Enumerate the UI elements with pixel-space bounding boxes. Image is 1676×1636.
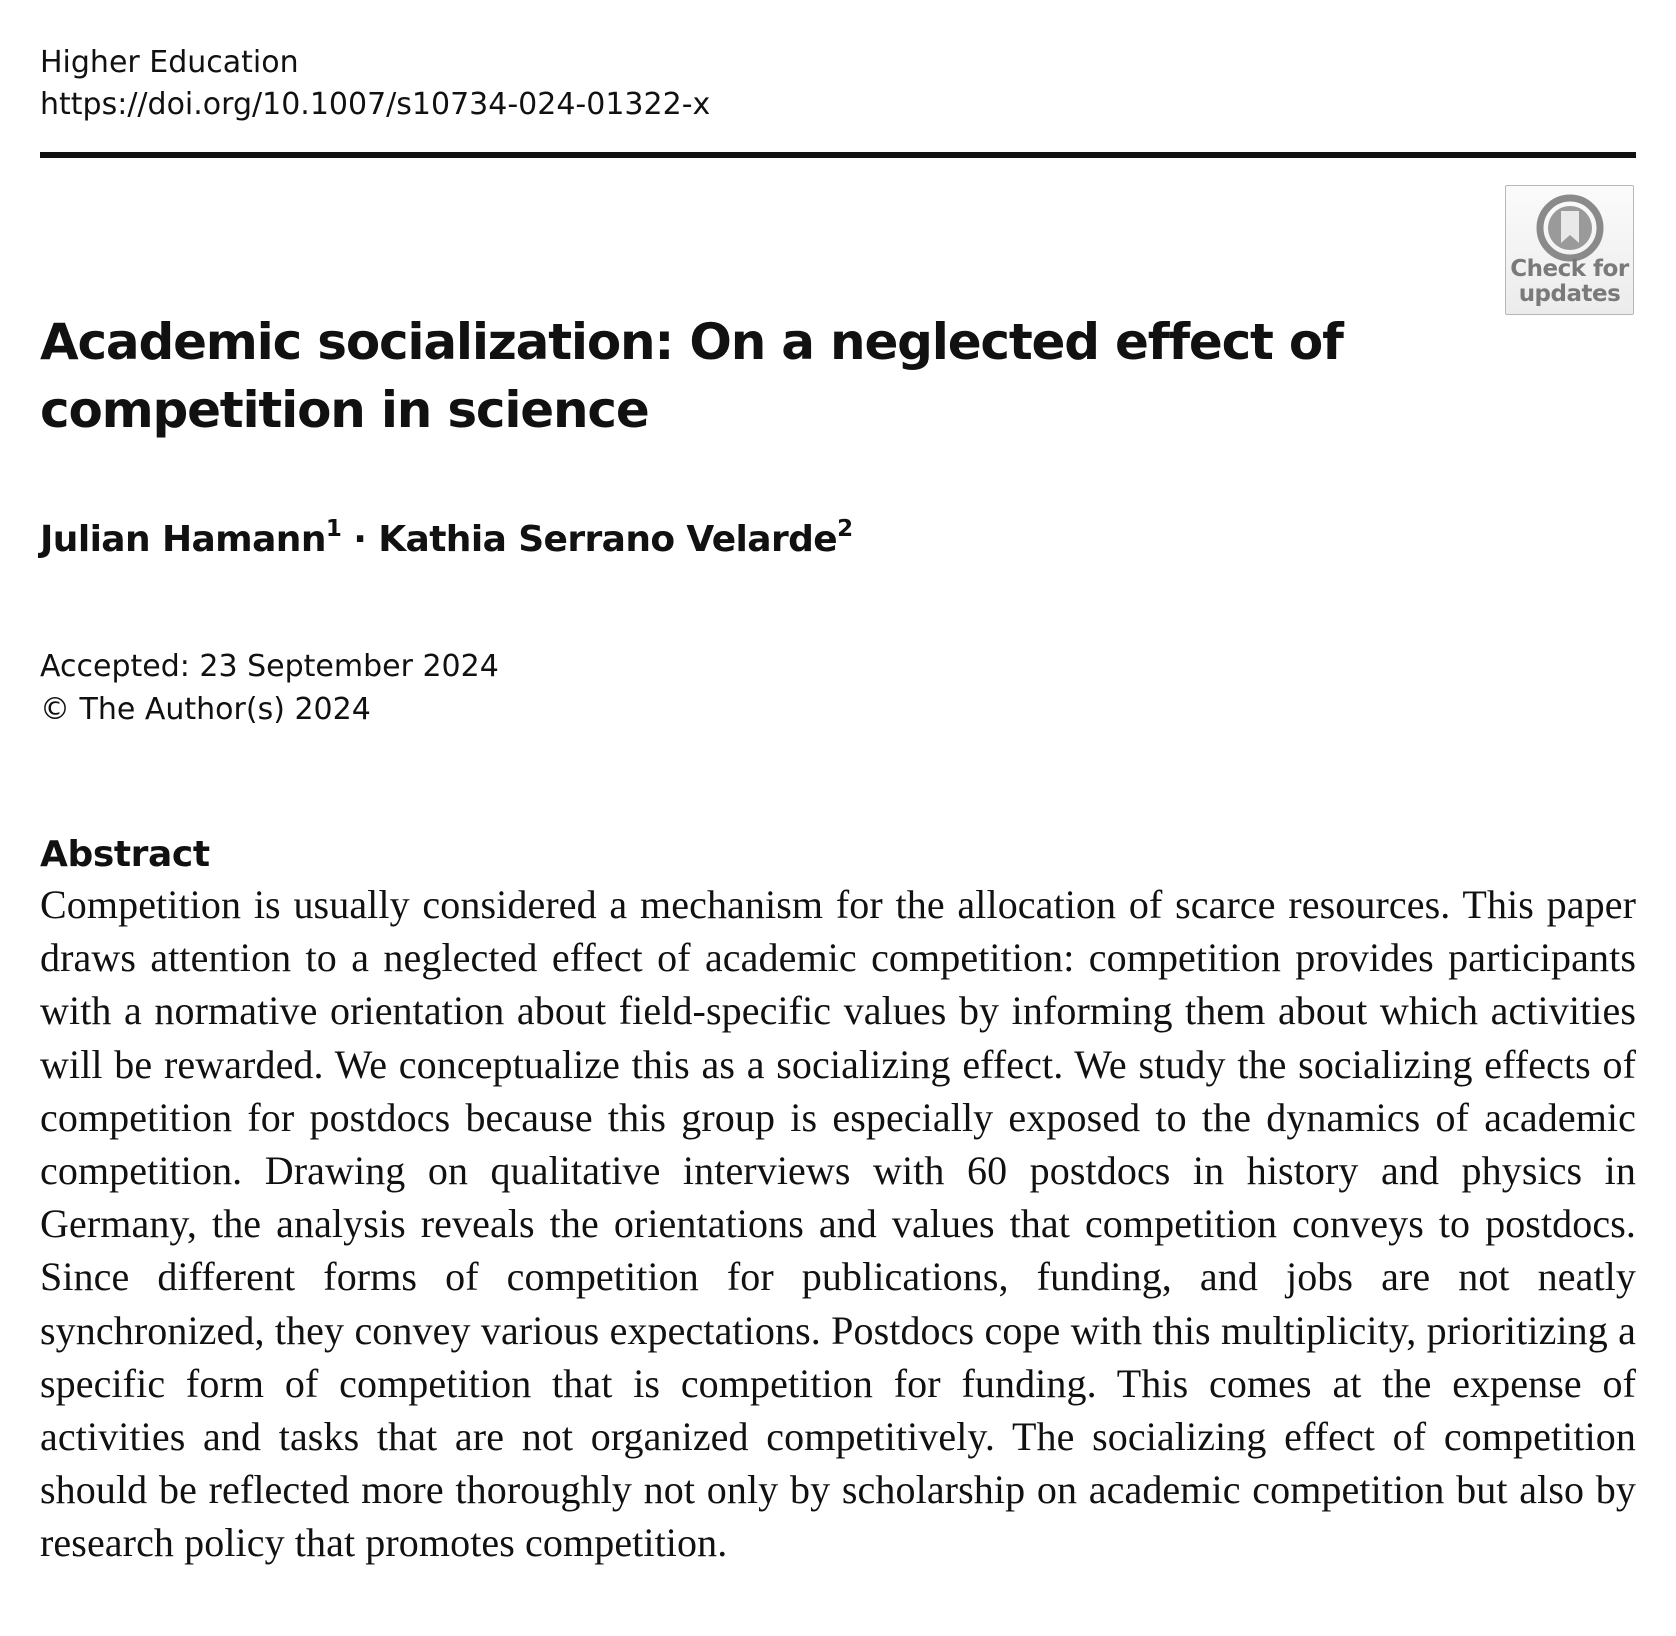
check-for-updates-icon: [1535, 193, 1605, 263]
author-list: [40, 518, 853, 562]
abstract-text: Competition is usually considered a mechanism for the allocation of scarce resources. This paper draws attention to a neglected effect of academic competition: competition provides participants with a normative orientation about field-specific values by informing them about which activities will be rewarded. We conceptualize this as a socializing effect. We study the socializing effects of competition for postdocs because this group is especially exposed to the dynamics of academic competition. Drawing on qualitative interviews with 60 postdocs in history and physics in Germany, the analysis reveals the orientations and values that competition conveys to postdocs. Since different forms of competition for publications, funding, and jobs are not neatly synchronized, they convey various expectations. Postdocs cope with this multiplicity, prioritizing a specific form of competition that is competition for funding. This comes at the expense of activities and tasks that are not organized competitively. The socializing effect of competition should be reflected more thoroughly not only by scholarship on academic competition but also by research policy that promotes competition.: [40, 882, 1636, 1566]
author-name[interactable]: Kathia Serrano Velarde: [378, 519, 838, 560]
author-affiliation: 2: [837, 516, 853, 542]
journal-name: Higher Education: [40, 45, 299, 80]
check-for-updates-badge[interactable]: [1505, 185, 1634, 315]
author-affiliation: 1: [325, 516, 342, 542]
article-title: Academic socialization: On a neglected effect of competition in science: [40, 313, 1343, 439]
abstract-heading: Abstract: [40, 834, 210, 875]
doi-link[interactable]: https://doi.org/10.1007/s10734-024-01322-x: [40, 87, 711, 122]
check-for-updates-label: Check for updates: [1510, 256, 1629, 307]
author-name[interactable]: Julian Hamann: [40, 519, 326, 560]
accepted-date: Accepted: 23 September 2024: [40, 649, 499, 684]
author-separator: ·: [353, 519, 367, 560]
header-rule: [40, 152, 1636, 158]
copyright-notice: © The Author(s) 2024: [40, 692, 371, 727]
